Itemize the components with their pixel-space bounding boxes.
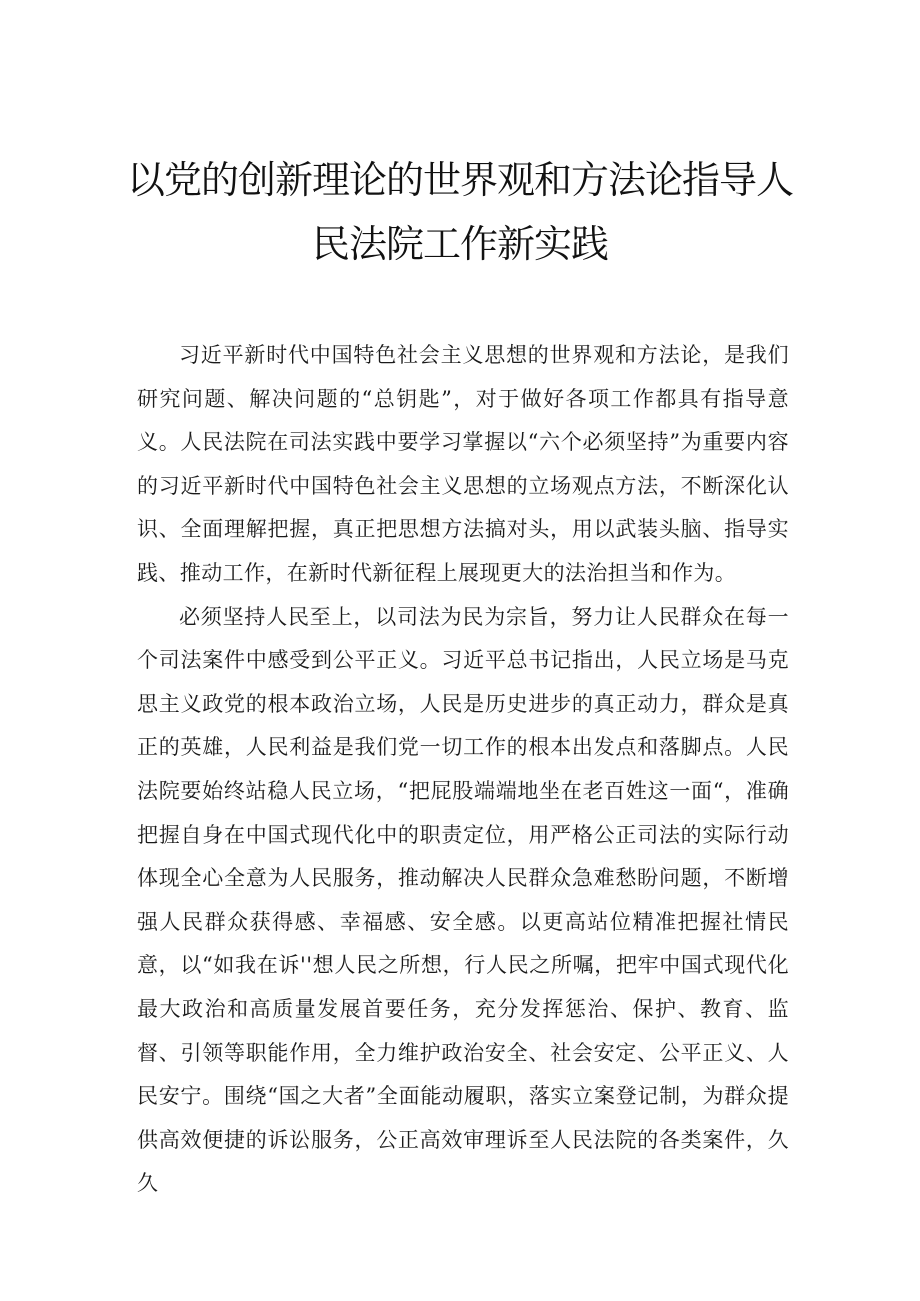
document-body: [137, 334, 789, 1206]
title-line-2: 民法院工作新实践: [311, 222, 608, 266]
document-title: [120, 148, 800, 276]
paragraph-1: 习近平新时代中国特色社会主义思想的世界观和方法论，是我们研究问题、解决问题的“总钥匙”，对于做好各项工作都具有指导意义。人民法院在司法实践中要学习掌握以“六个必须坚持”为重要内容的习近平新时代中国特色社会主义思想的立场观点方法，不断深化认识、全面理解把握，真正把思想方法搞对头，用以武装头脑、指导实践、推动工作，在新时代新征程上展现更大的法治担当和作为。: [137, 343, 789, 585]
title-line-1: 以党的创新理论的世界观和方法论指导人: [126, 158, 793, 202]
paragraph-2: 必须坚持人民至上，以司法为民为宗旨，努力让人民群众在每一个司法案件中感受到公平正义。习近平总书记指出，人民立场是马克思主义政党的根本政治立场，人民是历史进步的真正动力，群众是真正的英雄，人民利益是我们党一切工作的根本出发点和落脚点。人民法院要始终站稳人民立场，“把屁股端端地坐在老百姓这一面“，准确把握自身在中国式现代化中的职责定位，用严格公正司法的实际行动体现全心全意为人民服务，推动解决人民群众急难愁盼问题，不断增强人民群众获得感、幸福感、安全感。以更高站位精准把握社情民意，以“如我在诉''想人民之所想，行人民之所嘱，把牢中国式现代化最大政治和高质量发展首要任务，充分发挥惩治、保护、教育、监督、引领等职能作用，全力维护政治安全、社会安定、公平正义、人民安宁。围绕“国之大者”全面能动履职，落实立案登记制，为群众提供高效便捷的诉讼服务，公正高效审理诉至人民法院的各类案件，久久: [137, 604, 789, 1196]
